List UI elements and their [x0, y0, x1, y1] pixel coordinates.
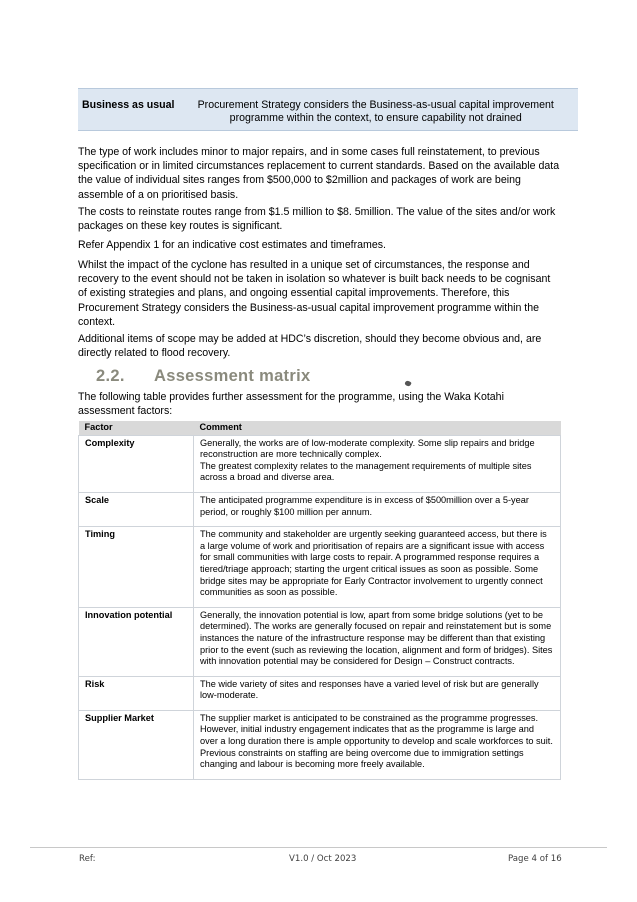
comment-line: Generally, the innovation potential is low, apart from some bridge solutions (yet to be determined). The works are generally focused on repair and reinstatement but is some instances the nature of the infrastructure response may be different than that existing prior to the event (such as reviewing the location, alignment and form of bridges). Sites with innovation potential may be considered for Design – Construct contracts. [200, 609, 553, 667]
table-intro: The following table provides further assessment for the programme, using the Waka Kotahi assessment factors: [78, 391, 504, 418]
section-number: 2.2. [96, 367, 125, 385]
table-row [79, 607, 561, 676]
assessment-matrix-table [78, 421, 561, 780]
comment-cell [194, 527, 561, 608]
comment-cell [194, 607, 561, 676]
factor-cell: Complexity [79, 435, 194, 492]
table-header-row [79, 421, 561, 435]
callout-label: Business as usual [82, 99, 175, 111]
comment-line: Generally, the works are of low-moderate complexity. Some slip repairs and bridge reconstruction are more technically complex. [200, 437, 535, 460]
comment-cell [194, 492, 561, 526]
table-row [79, 676, 561, 710]
footer-ref: Ref: [79, 854, 96, 864]
factor-cell: Risk [79, 676, 194, 710]
paragraph-cyclone-context: Whilst the impact of the cyclone has resulted in a unique set of circumstances, the response and recovery to the event should not be taken in isolation so whatever is built back needs to be cognisant of existing strategies and plans, and ongoing essential capital improvements. Therefore, this Procurement Strategy considers the Business-as-usual capital improvement programme within the context. [78, 259, 551, 328]
comment-cell [194, 676, 561, 710]
factor-cell: Timing [79, 527, 194, 608]
business-as-usual-callout [78, 88, 578, 131]
table-row [79, 435, 561, 492]
paragraph-additional-scope: Additional items of scope may be added at HDC’s discretion, should they become obvious and, are directly related to flood recovery. [78, 333, 542, 360]
comment-line: The anticipated programme expenditure is in excess of $500million over a 5-year period, or roughly $100 million per annum. [200, 494, 529, 517]
comment-line: The supplier market is anticipated to be constrained as the programme progresses. However, initial industry engagement indicates that as the programme is large and over a long duration there is ample opportunity to develop and scale workforces to suit. Previous constraints on staffing are being overcome due to immigration settings changing and labour is becoming more freely available. [200, 712, 553, 770]
stray-ink-mark [404, 380, 412, 387]
factor-cell: Innovation potential [79, 607, 194, 676]
table-row [79, 710, 561, 779]
section-title: Assessment matrix [154, 367, 311, 385]
comment-line: The community and stakeholder are urgently seeking guaranteed access, but there is a large volume of work and prioritisation of repairs are a significant issue with access for small communities with large costs to repair. A programmed response requires a tiered/triage approach; starting the urgent critical issues as soon as possible. Some bridge sites may be appropriate for Early Contractor involvement to urgently connect communities as soon as possible. [200, 529, 547, 598]
callout-text: Procurement Strategy considers the Business-as-usual capital improvement programme within the context, to ensure capability not drained [197, 99, 554, 124]
comment-cell [194, 435, 561, 492]
comment-cell [194, 710, 561, 779]
paragraph-reinstatement-costs: The costs to reinstate routes range from $1.5 million to $8. 5million. The value of the sites and/or work packages on these key routes is significant. [78, 206, 556, 233]
footer-version: V1.0 / Oct 2023 [289, 854, 357, 864]
paragraph-scope-of-work: The type of work includes minor to major repairs, and in some cases full reinstatement, to previous specification or in limited circumstances replacement to current standards. Based on the available data the value of individual sites ranges from $500,000 to $2million and packages of work are being assemble of a on prioritised basis. [78, 146, 560, 201]
factor-cell: Supplier Market [79, 710, 194, 779]
footer-divider [30, 847, 607, 848]
comment-line: The wide variety of sites and responses have a varied level of risk but are generally low-moderate. [200, 678, 539, 701]
table-row [79, 492, 561, 526]
header-comment: Comment [194, 421, 561, 435]
footer-page-number: Page 4 of 16 [508, 854, 562, 864]
comment-line: The greatest complexity relates to the management requirements of multiple sites across a broad and diverse area. [200, 460, 532, 483]
header-factor: Factor [79, 421, 194, 435]
paragraph-appendix-reference: Refer Appendix 1 for an indicative cost estimates and timeframes. [78, 239, 386, 251]
factor-cell: Scale [79, 492, 194, 526]
section-heading [96, 367, 310, 386]
table-row [79, 527, 561, 608]
